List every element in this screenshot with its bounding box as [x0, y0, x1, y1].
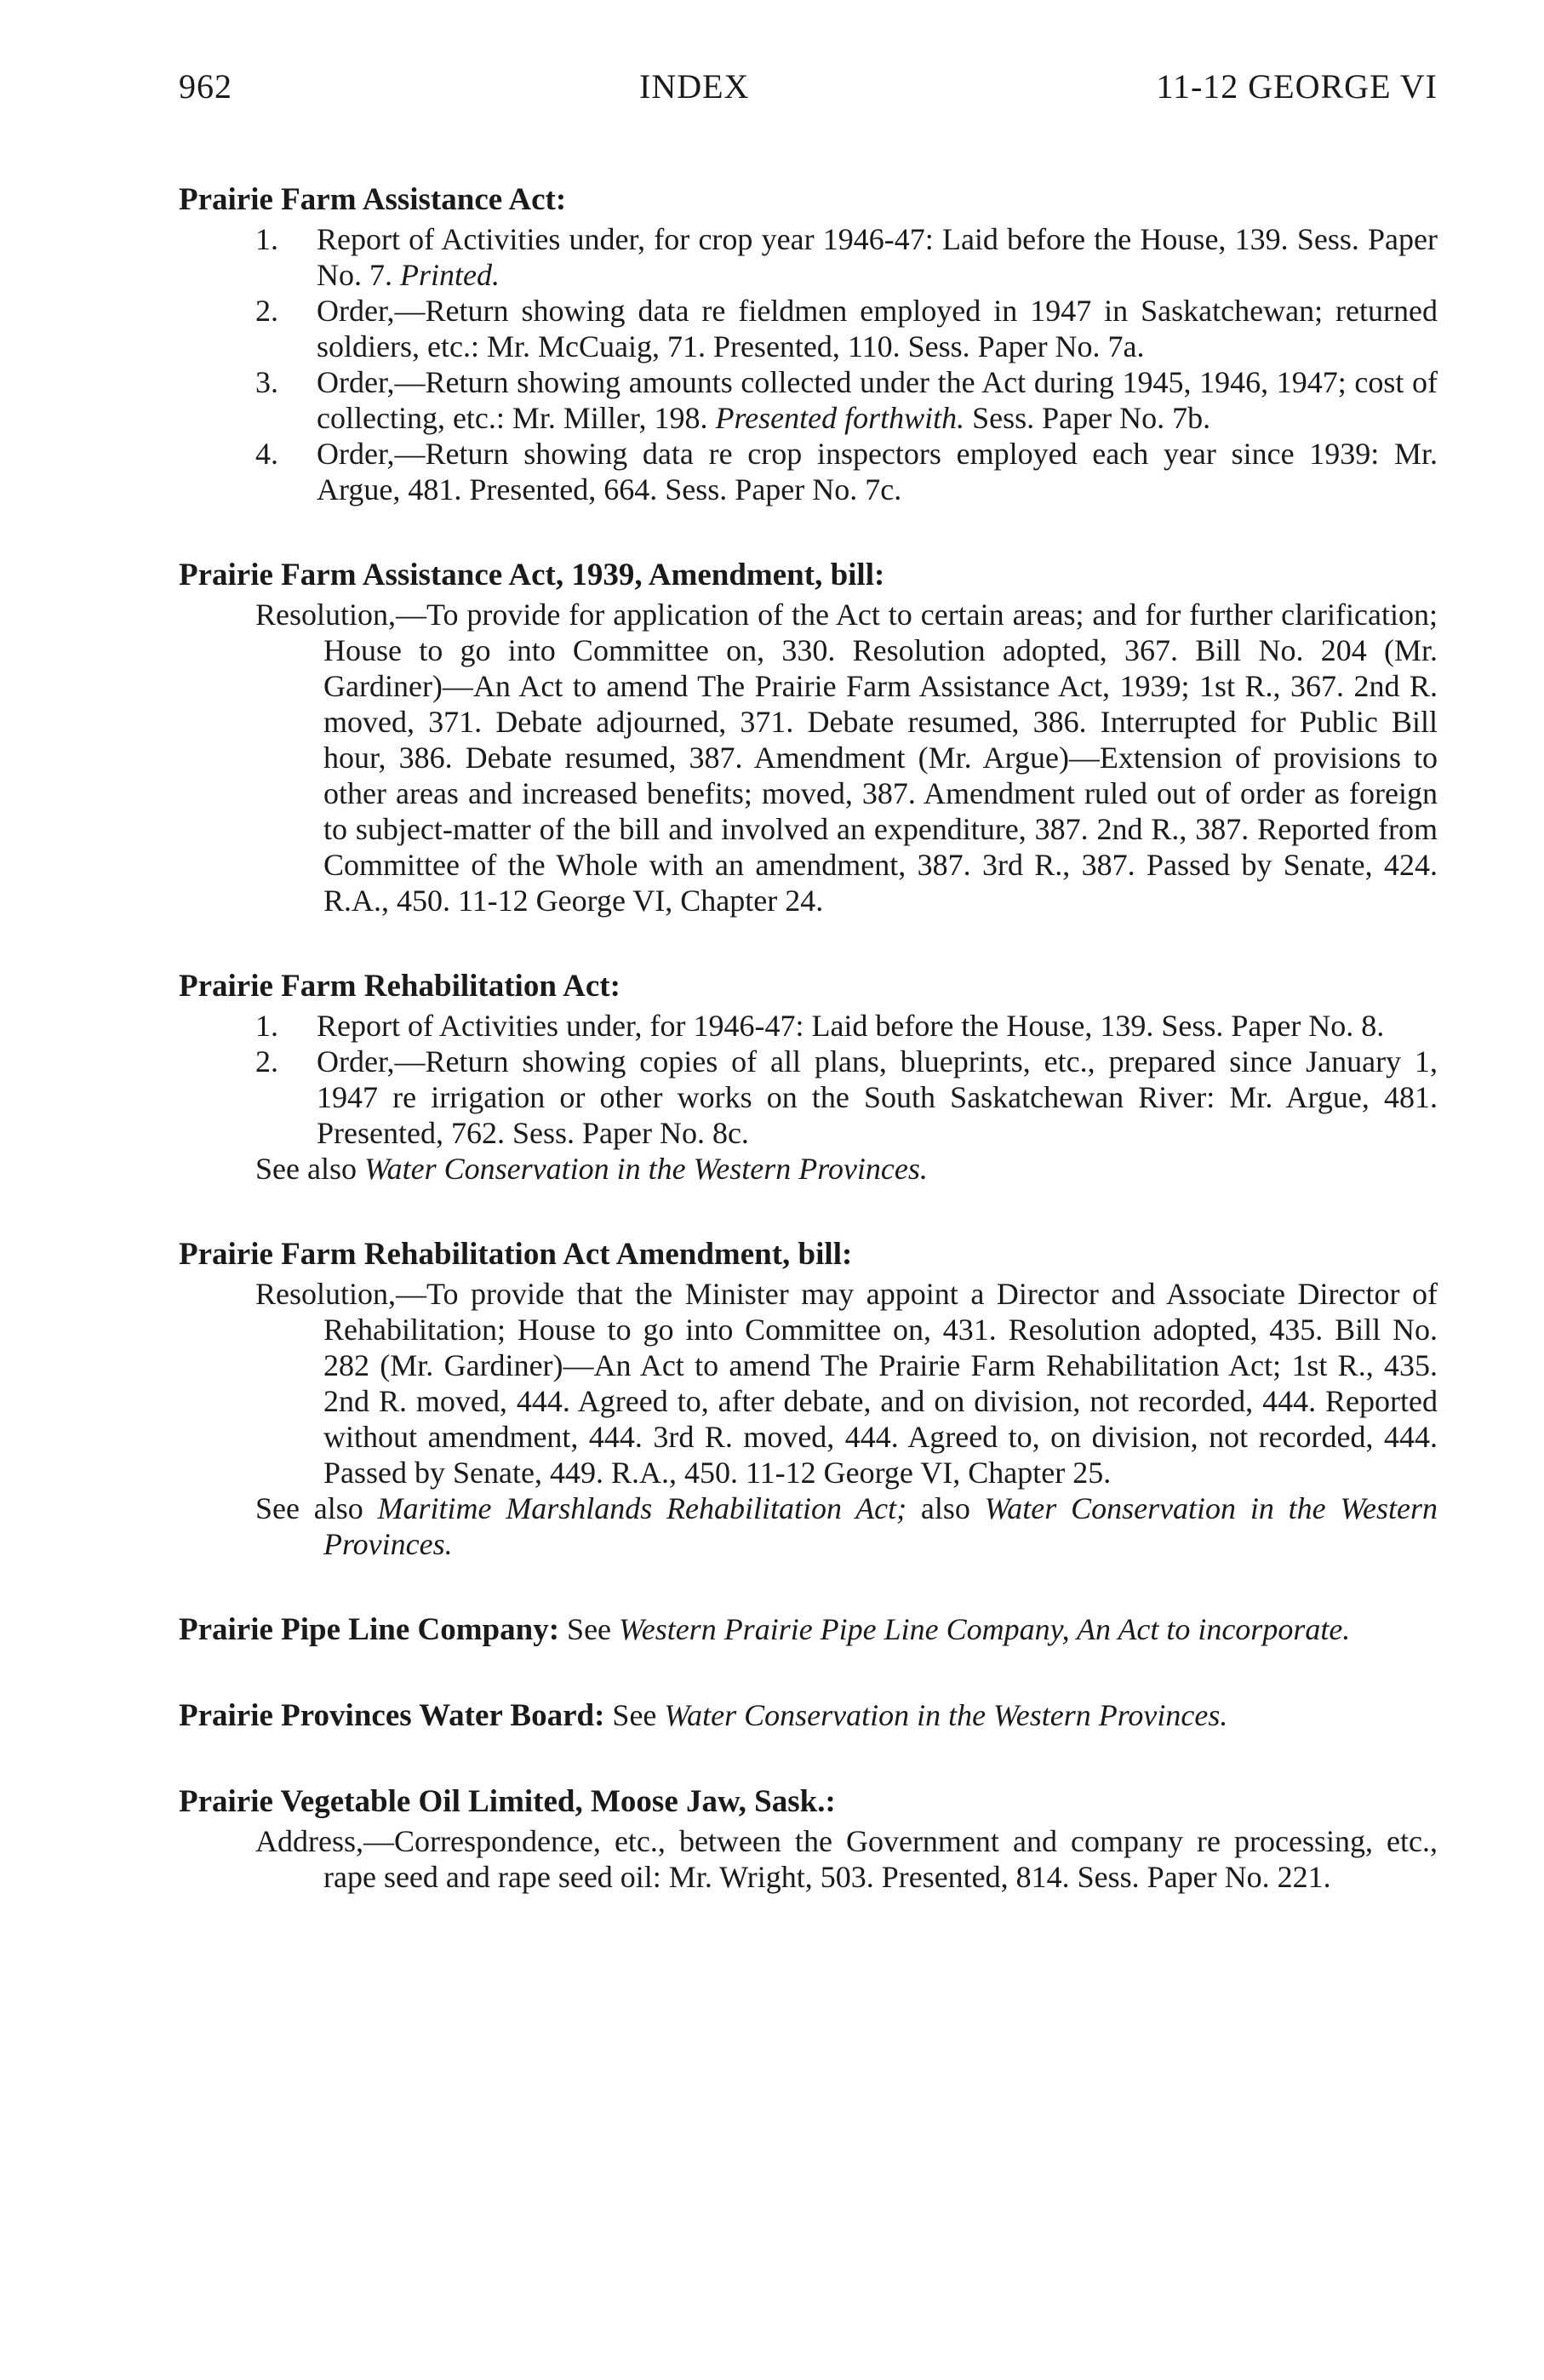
- item-text: Order,—Return showing data re crop inspectors employed each year since 1939: Mr. Argue, 481. Presented, 664. Sess. Paper No. 7c.: [317, 437, 1438, 506]
- index-entry: [179, 1611, 1438, 1648]
- item-number: 2.: [255, 1044, 278, 1078]
- entry-heading: Prairie Farm Rehabilitation Act Amendment, bill:: [179, 1237, 853, 1272]
- see-label: See: [604, 1698, 665, 1732]
- entry-inline: [179, 1697, 1438, 1734]
- entry-item: [255, 221, 1438, 293]
- item-text-italic: Printed.: [400, 258, 500, 292]
- index-entry: [179, 1236, 1438, 1562]
- entry-item: [255, 1044, 1438, 1151]
- item-text-body: Order,—Return showing amounts collected under the Act during 1945, 1946, 1947; cost of collecting, etc.: Mr. Miller, 198.: [317, 365, 1438, 435]
- entry-heading: Prairie Pipe Line Company:: [179, 1612, 560, 1647]
- entry-heading: Prairie Farm Rehabilitation Act:: [179, 969, 620, 1004]
- entry-heading: Prairie Farm Assistance Act, 1939, Amendment, bill:: [179, 558, 885, 592]
- entry-item: [255, 1008, 1438, 1044]
- running-title: INDEX: [639, 67, 750, 106]
- entry-heading: Prairie Farm Assistance Act:: [179, 182, 567, 217]
- see-also-label: See also: [255, 1152, 364, 1186]
- entry-paragraph: Resolution,—To provide that the Minister may appoint a Director and Associate Director of Rehabilitation; House to go into Committee on, 431. Resolution adopted, 435. Bill No. 282 (Mr. Gardiner)—An Act to amend The Prairie Farm Rehabilitation Act; 1st R., 435. 2nd R. moved, 444. Agreed to, after debate, and on division, not recorded, 444. Reported without amendment, 444. 3rd R. moved, 444. Agreed to, on division, not recorded, 444. Passed by Senate, 449. R.A., 450. 11-12 George VI, Chapter 25.: [255, 1277, 1438, 1490]
- item-text: Report of Activities under, for 1946-47: Laid before the House, 139. Sess. Paper No. 8.: [317, 1009, 1385, 1043]
- entry-item: [255, 364, 1438, 436]
- entry-paragraph: Resolution,—To provide for application of the Act to certain areas; and for further clarification; House to go into Committee on, 330. Resolution adopted, 367. Bill No. 204 (Mr. Gardiner)—An Act to amend The Prairie Farm Assistance Act, 1939; 1st R., 367. 2nd R. moved, 371. Debate adjourned, 371. Debate resumed, 386. Interrupted for Public Bill hour, 386. Debate resumed, 387. Amendment (Mr. Argue)—Extension of provisions to other areas and increased benefits; moved, 387. Amendment ruled out of order as foreign to subject-matter of the bill and involved an expenditure, 387. 2nd R., 387. Reported from Committee of the Whole with an amendment, 387. 3rd R., 387. Passed by Senate, 424. R.A., 450. 11-12 George VI, Chapter 24.: [255, 598, 1438, 918]
- see-also-reference: Water Conservation in the Western Provinces.: [363, 1152, 928, 1186]
- page-number: 962: [179, 67, 232, 106]
- item-text: Order,—Return showing data re fieldmen employed in 1947 in Saskatchewan; returned soldiers, etc.: Mr. McCuaig, 71. Presented, 110. Sess. Paper No. 7a.: [317, 294, 1438, 363]
- see-reference: Water Conservation in the Western Provinces.: [664, 1698, 1228, 1732]
- index-entry: [179, 968, 1438, 1187]
- index-entry: [179, 181, 1438, 507]
- item-number: 2.: [255, 294, 278, 328]
- entry-item: [255, 293, 1438, 364]
- item-text-italic: Presented forthwith.: [715, 401, 965, 435]
- index-entry: [179, 1783, 1438, 1895]
- item-text-tail: Sess. Paper No. 7b.: [964, 401, 1211, 435]
- see-also: [179, 1490, 1438, 1562]
- entry-inline: [179, 1611, 1438, 1648]
- item-number: 1.: [255, 1009, 278, 1043]
- see-also-reference: Maritime Marshlands Rehabilitation Act;: [377, 1491, 907, 1525]
- item-text: [317, 364, 1438, 436]
- see-also-label: See also: [255, 1491, 378, 1525]
- item-number: 4.: [255, 437, 278, 471]
- see-also-reference: Water Conservation in the Western Provinces.: [323, 1491, 1438, 1561]
- item-number: 3.: [255, 365, 278, 399]
- see-label: See: [559, 1612, 620, 1646]
- index-entry: [179, 1697, 1438, 1734]
- see-reference: Western Prairie Pipe Line Company, An Act to incorporate.: [619, 1612, 1351, 1646]
- running-session: 11-12 GEORGE VI: [1156, 67, 1438, 106]
- see-also-connector: also: [906, 1491, 985, 1525]
- item-text: [317, 221, 1438, 293]
- see-also: [179, 1151, 1438, 1187]
- item-text-body: Report of Activities under, for crop year 1946-47: Laid before the House, 139. Sess. Paper No. 7.: [317, 222, 1438, 292]
- entry-item: [255, 436, 1438, 507]
- running-head: [179, 66, 1438, 106]
- item-number: 1.: [255, 222, 278, 256]
- entry-paragraph: Address,—Correspondence, etc., between the Government and company re processing, etc., rape seed and rape seed oil: Mr. Wright, 503. Presented, 814. Sess. Paper No. 221.: [255, 1824, 1438, 1894]
- index-entry: [179, 557, 1438, 918]
- entry-heading: Prairie Vegetable Oil Limited, Moose Jaw, Sask.:: [179, 1784, 836, 1819]
- item-text: Order,—Return showing copies of all plans, blueprints, etc., prepared since January 1, 1947 re irrigation or other works on the South Saskatchewan River: Mr. Argue, 481. Presented, 762. Sess. Paper No. 8c.: [317, 1044, 1438, 1150]
- entry-heading: Prairie Provinces Water Board:: [179, 1698, 605, 1733]
